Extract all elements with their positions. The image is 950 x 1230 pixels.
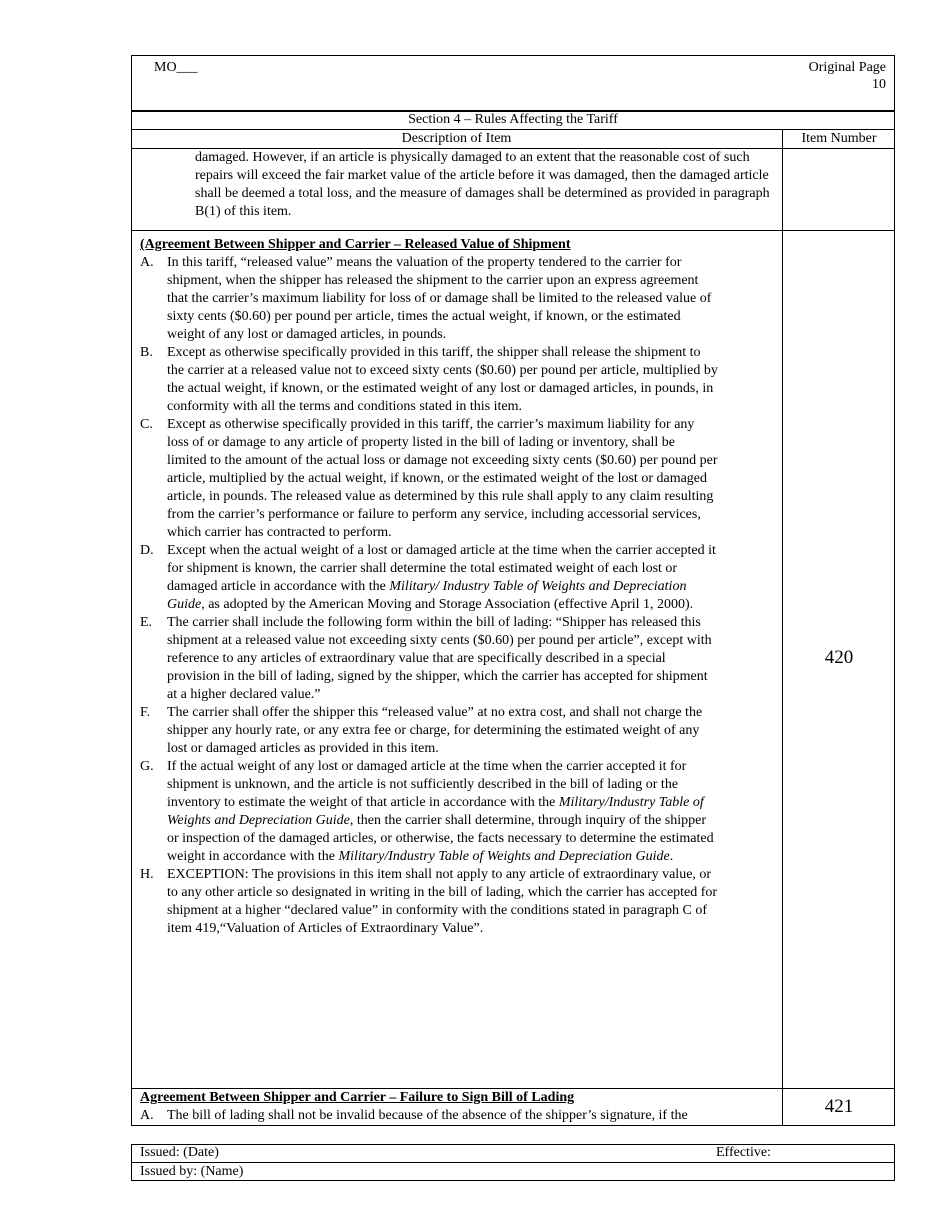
item-421-heading: Agreement Between Shipper and Carrier – Failure to Sign Bill of Lading [140,1090,575,1105]
item-420-para-d: D. Except when the actual weight of a lost or damaged article at the time when the carrier accepted it for shipment is known, the carrier shall determine the total estimated weight of each lost or damaged article in accordance with the Military/ Industry Table of Weights and Depreciation Guide, as adopted by the American Moving and Storage Association (effective April 1, 2000). [140,543,716,612]
page-number: 10 [872,77,886,92]
section-title: Section 4 – Rules Affecting the Tariff [408,112,618,127]
effective-date: Effective: [716,1145,771,1160]
description-column-header: Description of Item [401,131,512,146]
item-420-body [140,236,718,938]
item-420-para-a: A. In this tariff, “released value” means the valuation of the property tendered to the carrier for shipment, when the shipper has released the shipment to the carrier upon an express agreement that the carrier’s maximum liability for loss of or damage shall be limited to the released value of sixty cents ($0.60) per pound per article, times the actual weight, if known, or the estimated weight of any lost or damaged articles, in pounds. [140,255,712,342]
item-421-body [140,1089,780,1125]
item-420-para-b: B. Except as otherwise specifically provided in this tariff, the shipper shall release the shipment to the carrier at a released value not to exceed sixty cents ($0.60) per pound per article, multiplied by the actual weight, if known, or the estimated weight of any lost or damaged articles, in pounds, in conformity with all the terms and conditions stated in this item. [140,345,718,414]
footer-divider [131,1162,895,1163]
continuation-text: damaged. However, if an article is physically damaged to an extent that the reasonable cost of such repairs will exceed the fair market value of the article before it was damaged, then the damaged article shall be deemed a total loss, and the measure of damages shall be determined as provided in paragraph B(1) of this item. [195,150,770,219]
item-420-number: 420 [824,647,854,668]
issued-by: Issued by: (Name) [140,1164,244,1179]
item-420-para-c: C. Except as otherwise specifically provided in this tariff, the carrier’s maximum liability for any loss of or damage to any article of property listed in the bill of lading or inventory, shall be limited to the amount of the actual loss or damage not exceeding sixty cents ($0.60) per pound per article, multiplied by the actual weight, if known, or the estimated weight of the lost or damaged article, in pounds. The released value as determined by this rule shall apply to any claim resulting from the carrier’s performance or failure to perform any service, including accessorial services, which carrier has contracted to perform. [140,417,718,540]
row-divider-1 [131,230,895,231]
issued-date: Issued: (Date) [140,1145,219,1160]
item-420-heading: (Agreement Between Shipper and Carrier – Released Value of Shipment [140,237,571,252]
column-divider [782,129,783,1126]
page-label: Original Page [808,60,886,75]
item-420-para-g: G. If the actual weight of any lost or damaged article at the time when the carrier accepted it for shipment is unknown, and the article is not sufficiently described in the bill of lading or the inventory to estimate the weight of that article in accordance with the Military/Industry Table of Weights and Depreciation Guide, then the carrier shall determine, through inquiry of the shipper or inspection of the damaged articles, or otherwise, the facts necessary to determine the estimated weight in accordance with the Military/Industry Table of Weights and Depreciation Guide. [140,759,714,864]
state-code: MO___ [154,60,198,75]
item-420-para-e: E. The carrier shall include the following form within the bill of lading: “Shipper has released this shipment at a released value not exceeding sixty cents ($0.60) per pound per article”, except with reference to any articles of extraordinary value that are specifically described in a special provision in the bill of lading, signed by the shipper, which the carrier has accepted for shipment at a higher declared value.” [140,615,712,702]
item-number-column-header: Item Number [801,131,877,146]
item-420-para-f: F. The carrier shall offer the shipper this “released value” at no extra cost, and shall not charge the shipper any hourly rate, or any extra fee or charge, for determining the estimated weight of any lost or damaged articles as provided in this item. [140,705,703,756]
header-box [131,55,895,111]
item-421-number: 421 [824,1096,854,1117]
item-421-para-a: A. The bill of lading shall not be invalid because of the absence of the shipper’s signature, if the [140,1108,688,1123]
item-420-para-h: H. EXCEPTION: The provisions in this item shall not apply to any article of extraordinary value, or to any other article so designated in writing in the bill of lading, which the carrier has accepted for shipment at a higher “declared value” in conformity with the conditions stated in paragraph C of item 419,“Valuation of Articles of Extraordinary Value”. [140,867,718,936]
